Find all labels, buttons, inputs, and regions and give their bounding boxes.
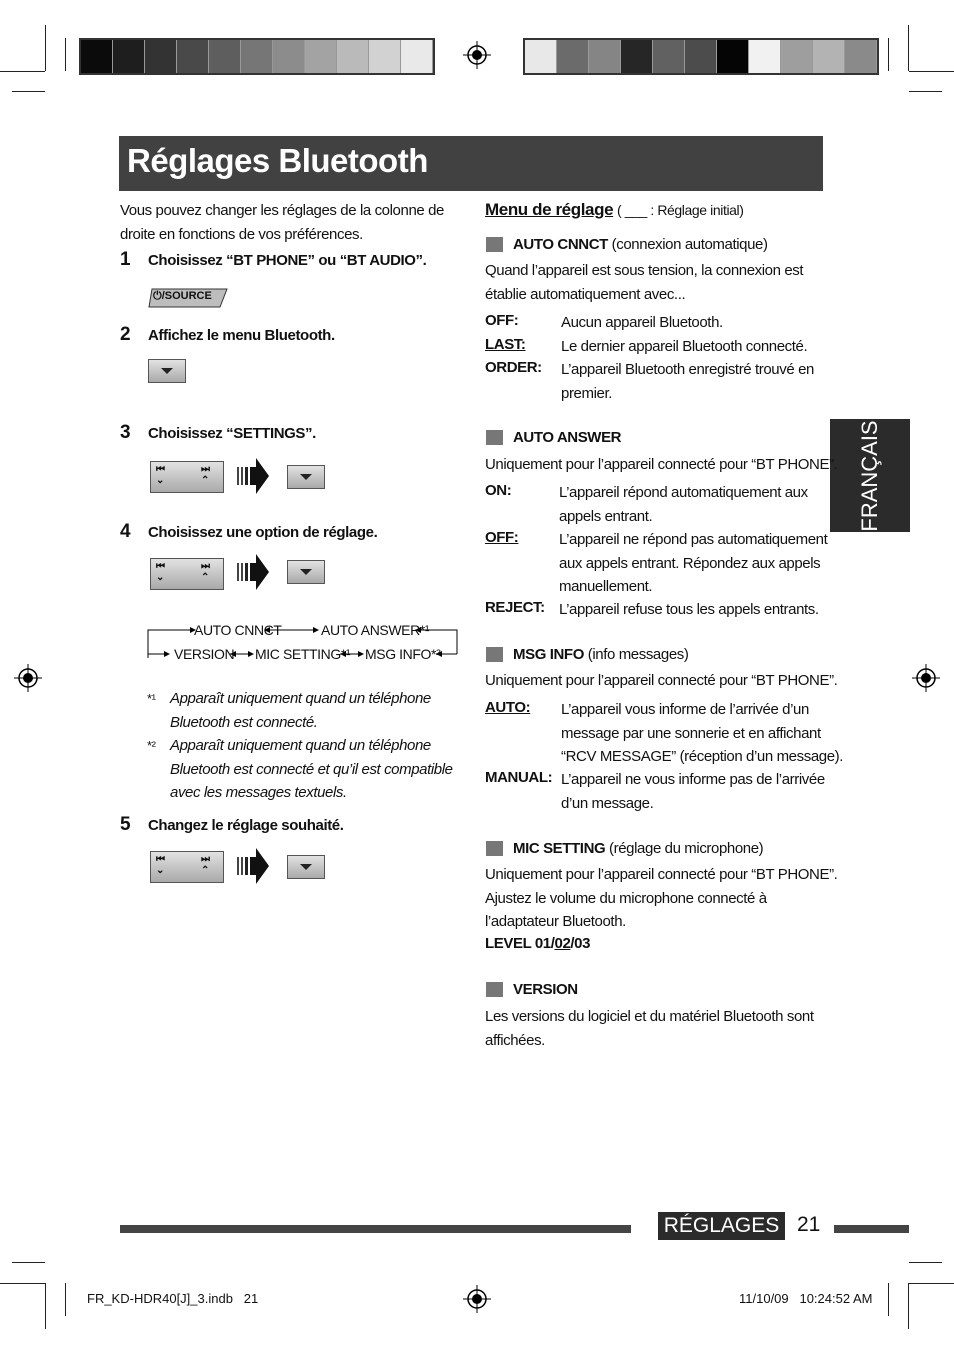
step-number: 5: [120, 814, 131, 835]
color-swatch: [589, 40, 621, 73]
flow-auto-answer: AUTO ANSWER*¹: [321, 622, 430, 638]
color-swatch: [685, 40, 717, 73]
color-swatch: [653, 40, 685, 73]
arrow-right-icon: [236, 553, 270, 591]
skip-forward-icon: ⏭ ⌃: [201, 561, 210, 583]
skip-buttons[interactable]: [150, 851, 224, 883]
step-text: Changez le réglage souhaité.: [148, 817, 344, 834]
bottom-rule-right: [834, 1225, 909, 1233]
step-number: 2: [120, 324, 131, 345]
registration-mark-icon: [14, 664, 42, 692]
crop-mark: [909, 1262, 942, 1263]
crop-mark: [12, 1262, 45, 1263]
down-button[interactable]: [287, 465, 325, 489]
down-button[interactable]: [148, 359, 186, 383]
color-swatch: [369, 40, 401, 73]
skip-buttons[interactable]: [150, 461, 224, 493]
section-bullet: [486, 237, 503, 252]
down-button[interactable]: [287, 855, 325, 879]
footnote-mark: *¹: [147, 691, 156, 706]
color-swatch: [177, 40, 209, 73]
option-value: L’appareil ne répond pas automatiquement aux appels entrant. Répondez aux appels manuellement.: [559, 531, 828, 595]
footer-file: FR_KD-HDR40[J]_3.indb 21: [87, 1291, 259, 1306]
arrow-right-icon: [236, 847, 270, 885]
footer-date: 11/10/09 10:24:52 AM: [739, 1291, 873, 1306]
color-swatch-bar-left: [79, 38, 435, 75]
version-heading: VERSION: [513, 981, 578, 998]
crop-mark: [888, 1283, 889, 1316]
bottom-rule-left: [120, 1225, 631, 1233]
color-swatch: [845, 40, 877, 73]
skip-back-icon: ⏮ ⌄: [156, 854, 165, 876]
color-swatch: [401, 40, 433, 73]
flow-msg-info: MSG INFO*²: [365, 646, 441, 662]
intro-text: Vous pouvez changer les réglages de la colonne de droite en fonctions de vos préférences.: [120, 202, 444, 243]
step-text: Choisissez une option de réglage.: [148, 524, 378, 541]
crop-mark: [909, 91, 942, 92]
auto-answer-heading: AUTO ANSWER: [513, 429, 622, 446]
option-key: ORDER:: [485, 359, 542, 376]
crop-mark: [909, 71, 954, 72]
crop-mark: [0, 1283, 45, 1284]
section-bullet: [486, 430, 503, 445]
color-swatch: [525, 40, 557, 73]
option-key: MANUAL:: [485, 769, 553, 786]
section-label: RÉGLAGES: [658, 1212, 785, 1240]
skip-back-icon: ⏮ ⌄: [156, 561, 165, 583]
source-button[interactable]: [148, 288, 226, 306]
title-bar: [119, 136, 823, 191]
color-swatch-bar-right: [523, 38, 879, 75]
crop-mark: [908, 1283, 909, 1329]
language-tab-label: FRANÇAIS: [857, 419, 882, 532]
arrow-right-icon: [236, 457, 270, 495]
option-value: L’appareil vous informe de l’arrivée d’un message par une sonnerie et en affichant “RCV MESSAGE” (réception d’un message).: [561, 701, 844, 765]
flow-mic-setting: MIC SETTING*¹: [255, 646, 351, 662]
option-key: ON:: [485, 482, 512, 499]
footnote-mark: *²: [147, 738, 156, 753]
step-text: Choisissez “SETTINGS”.: [148, 425, 316, 442]
option-key: LAST:: [485, 336, 526, 353]
mic-setting-body: Uniquement pour l’appareil connecté pour “BT PHONE”. Ajustez le volume du microphone connecté à l’adaptateur Bluetooth.: [485, 866, 838, 930]
source-button-label: ⏻/SOURCE: [153, 290, 212, 302]
color-swatch: [273, 40, 305, 73]
option-value: L’appareil Bluetooth enregistré trouvé en premier.: [561, 361, 814, 402]
color-swatch: [813, 40, 845, 73]
step-number: 1: [120, 249, 131, 270]
menu-heading: Menu de réglage ( ___ : Réglage initial): [485, 200, 744, 219]
crop-mark: [888, 38, 889, 71]
option-key: REJECT:: [485, 599, 545, 616]
color-swatch: [717, 40, 749, 73]
option-key: OFF:: [485, 529, 519, 546]
skip-back-icon: ⏮ ⌄: [156, 464, 165, 486]
crop-mark: [908, 25, 909, 71]
color-swatch: [209, 40, 241, 73]
auto-answer-body: Uniquement pour l’appareil connecté pour “BT PHONE”.: [485, 456, 838, 473]
section-bullet: [486, 982, 503, 997]
section-bullet: [486, 647, 503, 662]
color-swatch: [113, 40, 145, 73]
msg-info-body: Uniquement pour l’appareil connecté pour “BT PHONE”.: [485, 672, 838, 689]
color-swatch: [621, 40, 653, 73]
crop-mark: [45, 1283, 46, 1329]
down-button[interactable]: [287, 560, 325, 584]
color-swatch: [337, 40, 369, 73]
crop-mark: [65, 38, 66, 71]
option-value: Le dernier appareil Bluetooth connecté.: [561, 338, 808, 355]
crop-mark: [45, 25, 46, 71]
crop-mark: [909, 1283, 954, 1284]
section-bullet: [486, 841, 503, 856]
color-swatch: [781, 40, 813, 73]
registration-mark-icon: [463, 41, 491, 69]
color-swatch: [81, 40, 113, 73]
language-tab: [830, 419, 910, 532]
step-text: Choisissez “BT PHONE” ou “BT AUDIO”.: [148, 252, 427, 269]
mic-setting-heading: MIC SETTING (réglage du microphone): [513, 840, 764, 857]
crop-mark: [12, 91, 45, 92]
flow-version: VERSION: [174, 646, 235, 662]
msg-info-heading: MSG INFO (info messages): [513, 646, 689, 663]
auto-cnnct-body: Quand l’appareil est sous tension, la connexion est établie automatiquement avec...: [485, 262, 804, 303]
option-value: Aucun appareil Bluetooth.: [561, 314, 723, 331]
page-title: Réglages Bluetooth: [127, 142, 428, 179]
registration-mark-icon: [463, 1285, 491, 1313]
auto-cnnct-heading: AUTO CNNCT (connexion automatique): [513, 236, 768, 253]
flow-auto-cnnct: AUTO CNNCT: [194, 622, 282, 638]
option-key: OFF:: [485, 312, 519, 329]
color-swatch: [749, 40, 781, 73]
crop-mark: [0, 71, 45, 72]
footnote-2: Apparaît uniquement quand un téléphone Bluetooth est connecté et qu’il est compatible avec les messages textuels.: [170, 737, 453, 801]
option-value: L’appareil ne vous informe pas de l’arrivée d’un message.: [561, 771, 825, 812]
color-swatch: [557, 40, 589, 73]
color-swatch: [241, 40, 273, 73]
skip-forward-icon: ⏭ ⌃: [201, 854, 210, 876]
mic-level-values: LEVEL 01/02/03: [485, 935, 591, 952]
color-swatch: [145, 40, 177, 73]
skip-buttons[interactable]: [150, 558, 224, 590]
option-value: L’appareil refuse tous les appels entrants.: [559, 601, 819, 618]
step-text: Affichez le menu Bluetooth.: [148, 327, 335, 344]
skip-forward-icon: ⏭ ⌃: [201, 464, 210, 486]
option-key: AUTO:: [485, 699, 531, 716]
version-body: Les versions du logiciel et du matériel Bluetooth sont affichées.: [485, 1008, 814, 1049]
step-number: 4: [120, 521, 131, 542]
color-swatch: [305, 40, 337, 73]
page-number: 21: [797, 1213, 821, 1236]
step-number: 3: [120, 422, 131, 443]
crop-mark: [65, 1283, 66, 1316]
registration-mark-icon: [912, 664, 940, 692]
footnote-1: Apparaît uniquement quand un téléphone Bluetooth est connecté.: [170, 690, 431, 731]
option-value: L’appareil répond automatiquement aux appels entrant.: [559, 484, 808, 525]
